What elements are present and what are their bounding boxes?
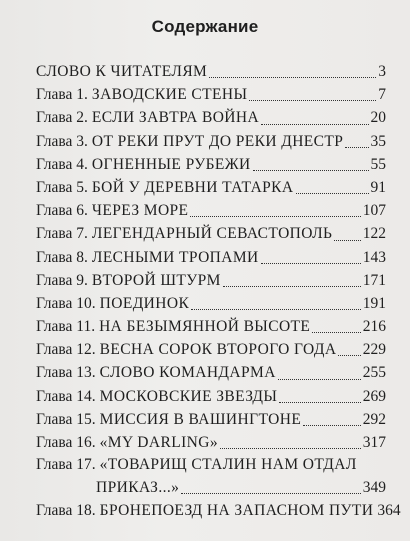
page-title: Содержание <box>151 17 259 36</box>
dot-leader <box>181 493 360 494</box>
chapter-label: Глава 17. <box>36 456 96 474</box>
dot-leader <box>223 286 361 287</box>
toc-entry-chapter-14 <box>36 385 386 408</box>
dot-leader <box>220 448 361 449</box>
dot-leader <box>261 124 368 125</box>
entry-title: ВЕСНА СОРОК ВТОРОГО ГОДА <box>99 341 337 359</box>
chapter-label: Глава 3. <box>36 132 88 150</box>
toc-entry-chapter-7 <box>36 222 386 245</box>
toc-entry-chapter-3 <box>36 130 386 153</box>
chapter-label: Глава 18. <box>36 502 96 520</box>
toc-entry-chapter-5 <box>36 176 386 199</box>
entry-page: 7 <box>378 86 386 104</box>
dot-leader <box>209 77 376 78</box>
entry-page: 349 <box>362 479 386 497</box>
toc-entry-chapter-13 <box>36 361 386 384</box>
dot-leader <box>261 263 361 264</box>
entry-page: 122 <box>362 225 386 243</box>
entry-title-line-2: ПРИКАЗ...» <box>96 479 180 497</box>
dot-leader <box>303 425 361 426</box>
toc-entry-chapter-9 <box>36 269 386 292</box>
dot-leader <box>191 309 361 310</box>
toc-entry-chapter-11 <box>36 315 386 338</box>
entry-page: 143 <box>362 248 386 266</box>
chapter-label: Глава 4. <box>36 155 88 173</box>
chapter-label: Глава 11. <box>36 318 96 336</box>
entry-title: ОТ РЕКИ ПРУТ ДО РЕКИ ДНЕСТР <box>91 132 344 150</box>
entry-title-line-1: «ТОВАРИЩ СТАЛИН НАМ ОТДАЛ <box>99 456 357 474</box>
toc-entry-chapter-4 <box>36 153 386 176</box>
entry-page: 35 <box>370 132 386 150</box>
toc-entry-chapter-16 <box>36 431 386 454</box>
entry-title: ЛЕГЕНДАРНЫЙ СЕВАСТОПОЛЬ <box>91 225 333 243</box>
chapter-label: Глава 8. <box>36 248 88 266</box>
entry-title: МОСКОВСКИЕ ЗВЕЗДЫ <box>99 387 278 405</box>
entry-title: ОГНЕННЫЕ РУБЕЖИ <box>91 155 251 173</box>
entry-page: 292 <box>362 410 386 428</box>
chapter-label: Глава 13. <box>36 364 96 382</box>
entry-page: 216 <box>362 318 386 336</box>
entry-page: 269 <box>362 387 386 405</box>
chapter-label: Глава 5. <box>36 178 88 196</box>
toc-entry-chapter-6 <box>36 199 386 222</box>
entry-page: 91 <box>370 178 386 196</box>
chapter-label: Глава 7. <box>36 225 88 243</box>
toc-entry-chapter-18 <box>36 499 401 522</box>
entry-title: ПОЕДИНОК <box>99 294 190 312</box>
entry-page: 55 <box>370 155 386 173</box>
entry-page: 229 <box>362 341 386 359</box>
entry-title: ЧЕРЕЗ МОРЕ <box>91 202 189 220</box>
dot-leader <box>279 402 360 403</box>
dot-leader <box>312 332 360 333</box>
toc-entry-chapter-1 <box>36 83 386 106</box>
entry-page: 171 <box>362 271 386 289</box>
toc-entry-chapter-2 <box>36 106 386 129</box>
entry-page: 107 <box>362 202 386 220</box>
toc-entry-chapter-10 <box>36 292 386 315</box>
entry-page: 191 <box>362 294 386 312</box>
entry-page: 255 <box>362 364 386 382</box>
toc-entry-chapter-8 <box>36 246 386 269</box>
toc-entry-chapter-12 <box>36 338 386 361</box>
dot-leader <box>296 193 369 194</box>
dot-leader <box>249 100 376 101</box>
dot-leader <box>253 170 369 171</box>
entry-page: 317 <box>362 434 386 451</box>
entry-title: ЗАВОДСКИЕ СТЕНЫ <box>91 86 248 104</box>
chapter-label: Глава 16. <box>36 434 96 451</box>
chapter-label: Глава 2. <box>36 109 88 127</box>
toc-entry-chapter-15 <box>36 408 386 431</box>
dot-leader <box>338 355 360 356</box>
chapter-label: Глава 10. <box>36 294 96 312</box>
entry-page: 3 <box>378 63 386 80</box>
entry-title: БОЙ У ДЕРЕВНИ ТАТАРКА <box>91 178 294 196</box>
chapter-label: Глава 6. <box>36 202 88 220</box>
chapter-label: Глава 9. <box>36 271 88 289</box>
chapter-label: Глава 1. <box>36 86 88 104</box>
entry-page: 20 <box>370 109 386 127</box>
chapter-label: Глава 14. <box>36 387 96 405</box>
entry-page: 364 <box>377 502 401 520</box>
dot-leader <box>334 240 360 241</box>
dot-leader <box>345 147 368 148</box>
dot-leader <box>278 379 361 380</box>
entry-title: ЕСЛИ ЗАВТРА ВОЙНА <box>91 109 260 127</box>
chapter-label: Глава 12. <box>36 341 96 359</box>
toc-entry-chapter-17 <box>36 454 386 499</box>
toc-entry-intro <box>36 60 386 83</box>
entry-title: ВТОРОЙ ШТУРМ <box>91 271 221 289</box>
entry-title: «MY DARLING» <box>99 434 218 451</box>
table-of-contents <box>36 60 401 522</box>
entry-title: БРОНЕПОЕЗД НА ЗАПАСНОМ ПУТИ <box>99 502 374 520</box>
entry-title: СЛОВО КОМАНДАРМА <box>99 364 276 382</box>
entry-title: ЛЕСНЫМИ ТРОПАМИ <box>91 248 259 266</box>
entry-title: СЛОВО К ЧИТАТЕЛЯМ <box>36 63 208 80</box>
chapter-label: Глава 15. <box>36 410 96 428</box>
entry-title: МИССИЯ В ВАШИНГТОНЕ <box>99 410 302 428</box>
entry-title: НА БЕЗЫМЯННОЙ ВЫСОТЕ <box>99 318 311 336</box>
dot-leader <box>190 216 360 217</box>
